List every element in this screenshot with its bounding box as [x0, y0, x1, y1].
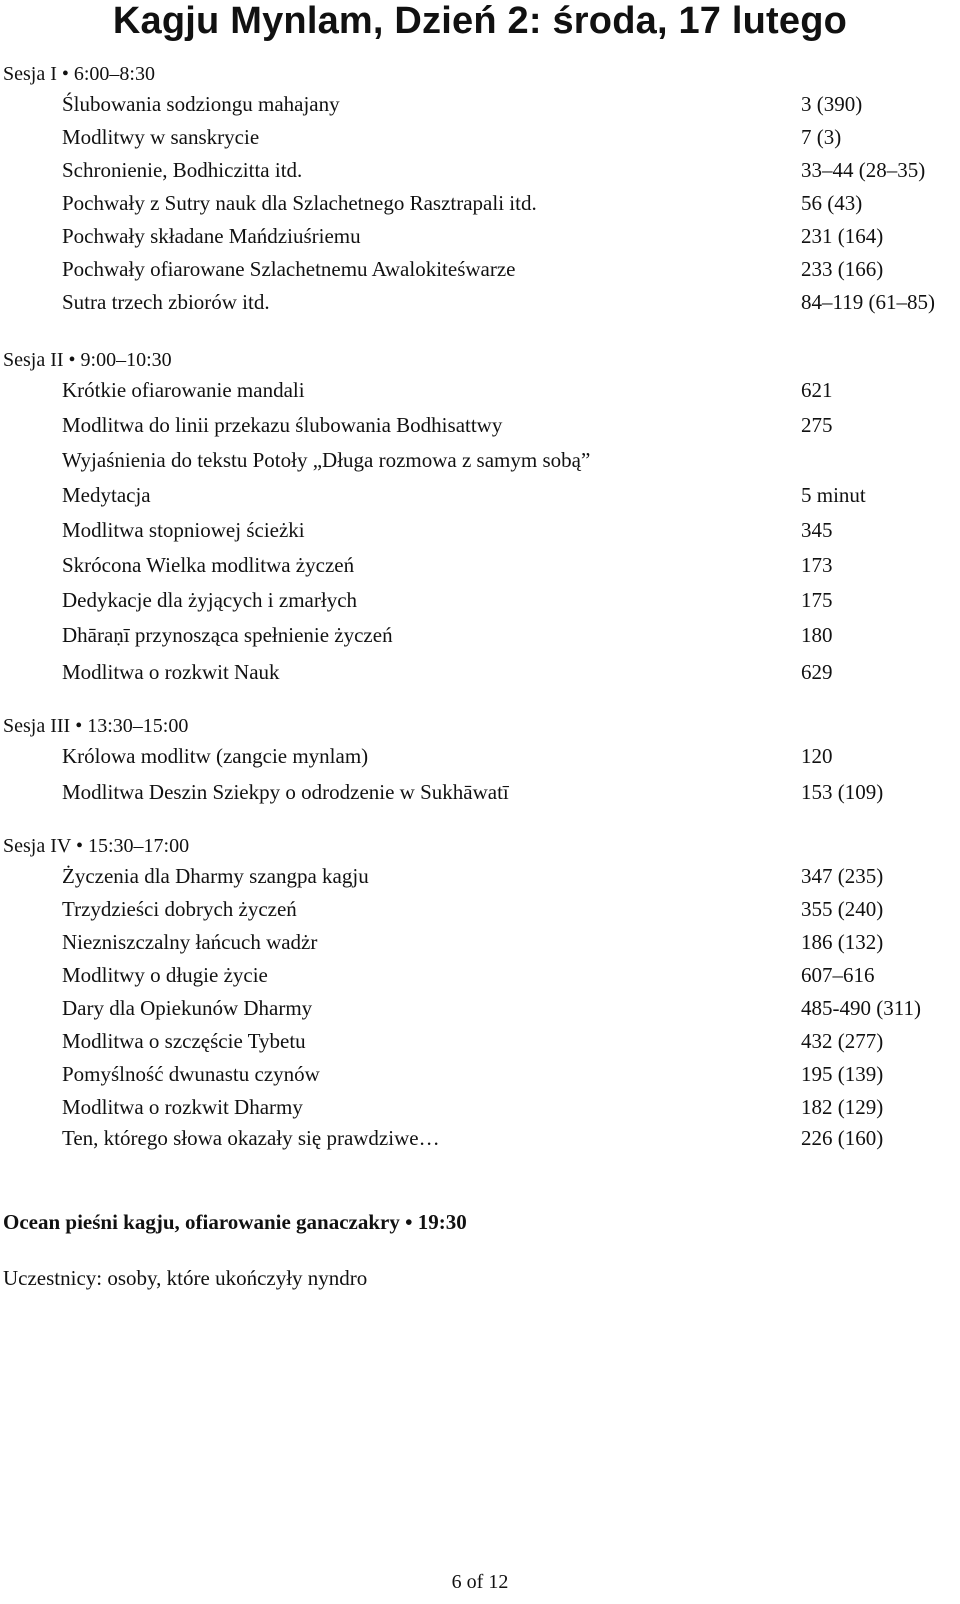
list-item [0, 961, 960, 989]
item-title: Krótkie ofiarowanie mandali [62, 378, 305, 402]
item-title: Ślubowania sodziongu mahajany [62, 92, 340, 116]
list-item [0, 481, 960, 509]
item-title: Pochwały składane Mańdziuśriemu [62, 224, 361, 248]
list-item [0, 658, 960, 686]
item-page: 231 (164) [801, 224, 884, 248]
list-item [0, 1060, 960, 1088]
item-page: 120 [801, 744, 833, 768]
item-title: Ten, którego słowa okazały się prawdziwe… [62, 1126, 440, 1150]
list-item [0, 411, 960, 439]
item-title: Niezniszczalny łańcuch wadżr [62, 930, 318, 954]
item-title: Pomyślność dwunastu czynów [62, 1062, 320, 1086]
list-item [0, 586, 960, 614]
item-title: Sutra trzech zbiorów itd. [62, 290, 270, 314]
page-number: 6 of 12 [451, 1571, 509, 1593]
item-page: 84–119 (61–85) [801, 290, 935, 314]
item-title: Dary dla Opiekunów Dharmy [62, 996, 313, 1020]
list-item [0, 123, 960, 151]
list-item [0, 90, 960, 118]
item-page: 173 [801, 553, 833, 577]
item-page: 56 (43) [801, 191, 863, 215]
item-title: Dhāraṇī przynosząca spełnienie życzeń [62, 623, 393, 647]
session-header: Sesja I • 6:00–8:30 [3, 63, 155, 85]
item-title: Pochwały ofiarowane Szlachetnemu Awalokiteśwarze [62, 257, 516, 281]
list-item [0, 156, 960, 184]
item-page: 153 (109) [801, 780, 884, 804]
item-page: 3 (390) [801, 92, 863, 116]
item-title: Skrócona Wielka modlitwa życzeń [62, 553, 355, 577]
item-page: 182 (129) [801, 1095, 884, 1119]
item-title: Modlitwy w sanskrycie [62, 125, 260, 149]
item-page: 186 (132) [801, 930, 884, 954]
list-item [0, 862, 960, 890]
session-header: Sesja III • 13:30–15:00 [3, 715, 189, 737]
item-title: Życzenia dla Dharmy szangpa kagju [62, 864, 369, 888]
list-item [0, 255, 960, 283]
page-title: Kagju Mynlam, Dzień 2: środa, 17 lutego [112, 0, 848, 42]
item-page: 233 (166) [801, 257, 884, 281]
item-page: 607–616 [801, 963, 875, 987]
item-title: Modlitwa Deszin Sziekpy o odrodzenie w Sukhāwatī [62, 780, 509, 804]
item-page: 275 [801, 413, 833, 437]
item-title: Modlitwy o długie życie [62, 963, 268, 987]
item-page: 485-490 (311) [801, 996, 921, 1020]
item-title: Schronienie, Bodhiczitta itd. [62, 158, 303, 182]
item-title: Dedykacje dla żyjących i zmarłych [62, 588, 358, 612]
list-item [0, 222, 960, 250]
list-item [0, 778, 960, 806]
item-title: Wyjaśnienia do tekstu Potoły „Długa rozmowa z samym sobą” [62, 448, 591, 472]
item-page: 347 (235) [801, 864, 884, 888]
item-title: Modlitwa do linii przekazu ślubowania Bodhisattwy [62, 413, 503, 437]
item-title: Modlitwa stopniowej ścieżki [62, 518, 305, 542]
list-item [0, 1124, 960, 1152]
list-item [0, 551, 960, 579]
item-title: Trzydzieści dobrych życzeń [62, 897, 297, 921]
item-title: Modlitwa o szczęście Tybetu [62, 1029, 306, 1053]
list-item [0, 895, 960, 923]
item-page: 175 [801, 588, 833, 612]
item-page: 621 [801, 378, 833, 402]
list-item [0, 928, 960, 956]
list-item [0, 742, 960, 770]
list-item [0, 1027, 960, 1055]
item-page: 195 (139) [801, 1062, 884, 1086]
item-title: Pochwały z Sutry nauk dla Szlachetnego Rasztrapali itd. [62, 191, 537, 215]
list-item [0, 376, 960, 404]
item-page: 432 (277) [801, 1029, 884, 1053]
list-item [0, 446, 960, 474]
item-title: Modlitwa o rozkwit Dharmy [62, 1095, 303, 1119]
list-item [0, 994, 960, 1022]
item-page: 5 minut [801, 483, 866, 507]
item-page: 345 [801, 518, 833, 542]
list-item [0, 189, 960, 217]
item-page: 33–44 (28–35) [801, 158, 926, 182]
item-page: 226 (160) [801, 1126, 884, 1150]
item-page: 180 [801, 623, 833, 647]
list-item [0, 516, 960, 544]
participants-note: Uczestnicy: osoby, które ukończyły nyndro [3, 1266, 368, 1290]
session-header: Sesja II • 9:00–10:30 [3, 349, 172, 371]
list-item [0, 1093, 960, 1121]
item-page: 7 (3) [801, 125, 842, 149]
item-page: 355 (240) [801, 897, 884, 921]
item-title: Królowa modlitw (zangcie mynlam) [62, 744, 369, 768]
item-title: Modlitwa o rozkwit Nauk [62, 660, 280, 684]
list-item [0, 621, 960, 649]
item-page: 629 [801, 660, 833, 684]
list-item [0, 288, 960, 316]
session-header: Sesja IV • 15:30–17:00 [3, 835, 190, 857]
item-title: Medytacja [62, 483, 151, 507]
evening-event: Ocean pieśni kagju, ofiarowanie ganaczakry • 19:30 [3, 1210, 467, 1234]
